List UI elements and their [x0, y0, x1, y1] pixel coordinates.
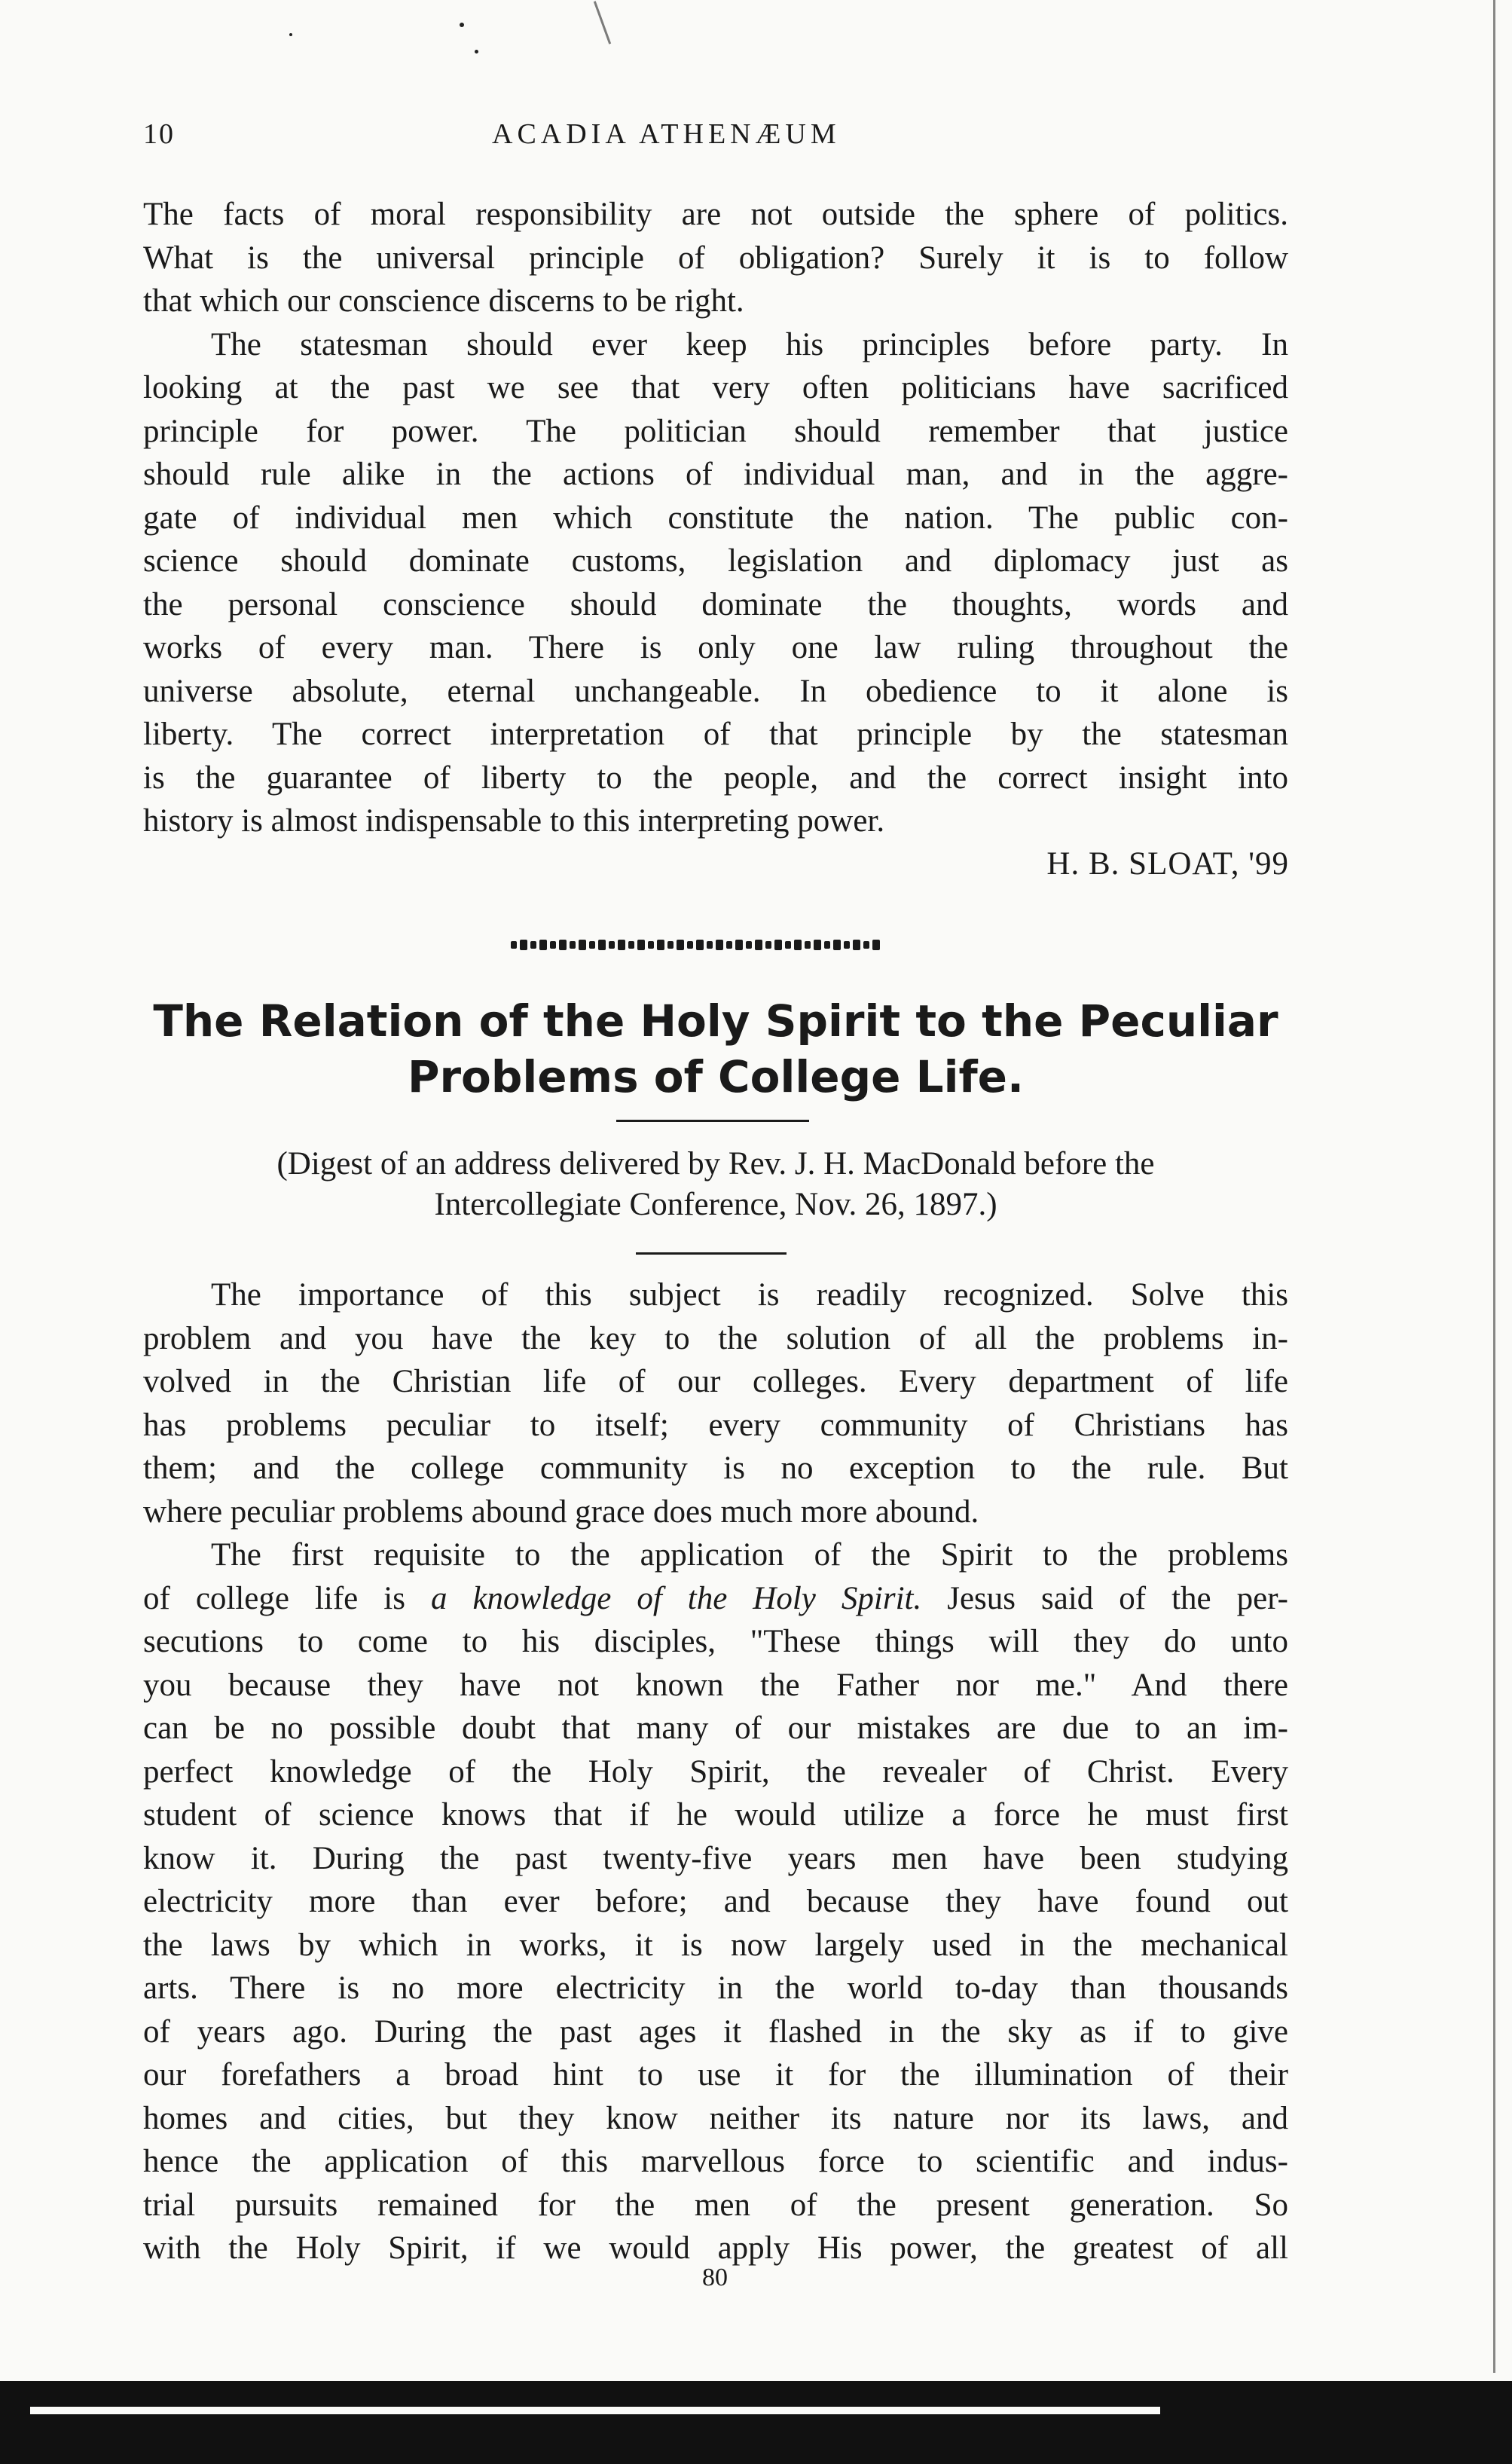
text-line: trial pursuits remained for the men of the present generation. So: [143, 2187, 1288, 2223]
digest-rule: [636, 1252, 787, 1255]
digest-note: [143, 1144, 1288, 1225]
article-continuation: [143, 193, 1288, 843]
scan-edge-line: [1493, 0, 1495, 2373]
digest-line: Intercollegiate Conference, Nov. 26, 1897.): [434, 1187, 997, 1222]
scan-speck: [475, 50, 478, 53]
text-line: universe absolute, eternal unchangeable. In obedience to it alone is: [143, 673, 1288, 709]
text-line: student of science knows that if he would utilize a force he must first: [143, 1797, 1288, 1833]
text-line: that which our conscience discerns to be right.: [143, 283, 744, 319]
text-line: The facts of moral responsibility are not outside the sphere of politics.: [143, 197, 1288, 232]
digest-line: (Digest of an address delivered by Rev. J. H. MacDonald before the: [276, 1146, 1155, 1182]
text-line: hence the application of this marvellous force to scientific and indus-: [143, 2144, 1288, 2179]
text-line: looking at the past we see that very often politicians have sacrificed: [143, 370, 1288, 405]
author-signature: H. B. SLOAT, '99: [1046, 846, 1289, 882]
text-line: can be no possible doubt that many of our mistakes are due to an im-: [143, 1710, 1288, 1746]
text-line: should rule alike in the actions of individual man, and in the aggre-: [143, 457, 1288, 492]
text-line: has problems peculiar to itself; every community of Christians has: [143, 1407, 1288, 1443]
text-line: secutions to come to his disciples, "These things will they do unto: [143, 1624, 1288, 1659]
text-line: our forefathers a broad hint to use it for the illumination of their: [143, 2057, 1288, 2093]
italic-phrase: a knowledge of the Holy Spirit.: [430, 1580, 922, 1616]
text-line: is the guarantee of liberty to the people, and the correct insight into: [143, 760, 1288, 796]
text-line: The statesman should ever keep his principles before party. In: [211, 326, 1288, 362]
text-line: the laws by which in works, it is now largely used in the mechanical: [143, 1927, 1288, 1963]
page-number: 10: [143, 118, 175, 150]
sheet-number: 80: [702, 2264, 728, 2291]
text-line: arts. There is no more electricity in the world to-day than thousands: [143, 1970, 1288, 2006]
text-line: with the Holy Spirit, if we would apply His power, the greatest of all: [143, 2230, 1288, 2266]
text-line: liberty. The correct interpretation of that principle by the statesman: [143, 717, 1288, 752]
text-fragment: Jesus said of the per-: [921, 1580, 1288, 1616]
scan-border-gap: [30, 2407, 1160, 2414]
text-line: the personal conscience should dominate the thoughts, words and: [143, 586, 1288, 622]
text-fragment: of college life is: [143, 1580, 431, 1616]
text-line: them; and the college community is no exception to the rule. But: [143, 1451, 1288, 1486]
article-body: [143, 1273, 1288, 2270]
scan-speck: [460, 23, 464, 27]
journal-title: ACADIA ATHENÆUM: [492, 118, 841, 150]
title-rule: [616, 1120, 809, 1122]
text-line: What is the universal principle of obligation? Surely it is to follow: [143, 240, 1288, 276]
text-line: [143, 1577, 1288, 1621]
text-line: perfect knowledge of the Holy Spirit, the revealer of Christ. Every: [143, 1753, 1288, 1790]
text-line: you because they have not known the Father nor me." And there: [143, 1667, 1288, 1703]
text-line: homes and cities, but they know neither its nature nor its laws, and: [143, 2100, 1288, 2136]
text-line: know it. During the past twenty-five years men have been studying: [143, 1840, 1288, 1876]
text-line: science should dominate customs, legislation and diplomacy just as: [143, 543, 1288, 579]
text-line: where peculiar problems abound grace does much more abound.: [143, 1493, 979, 1530]
running-header: [143, 118, 1288, 163]
scan-bottom-border: [0, 2381, 1512, 2464]
article-title-line: Problems of College Life.: [407, 1051, 1025, 1102]
article-title: [136, 993, 1296, 1105]
text-line: gate of individual men which constitute the nation. The public con-: [143, 500, 1288, 536]
scan-speck: [289, 33, 292, 36]
text-line: electricity more than ever before; and because they have found out: [143, 1884, 1288, 1919]
text-line: volved in the Christian life of our colleges. Every department of life: [143, 1364, 1288, 1399]
section-ornament: [511, 937, 918, 952]
text-line: The importance of this subject is readily recognized. Solve this: [211, 1277, 1288, 1313]
text-line: problem and you have the key to the solution of all the problems in-: [143, 1320, 1288, 1356]
article-title-line: The Relation of the Holy Spirit to the Peculiar: [153, 995, 1278, 1047]
text-line: The first requisite to the application of the Spirit to the problems: [211, 1537, 1288, 1573]
text-line: principle for power. The politician should remember that justice: [143, 413, 1288, 449]
text-line: history is almost indispensable to this interpreting power.: [143, 803, 885, 839]
text-line: works of every man. There is only one law ruling throughout the: [143, 630, 1288, 665]
text-line: of years ago. During the past ages it flashed in the sky as if to give: [143, 2013, 1288, 2050]
